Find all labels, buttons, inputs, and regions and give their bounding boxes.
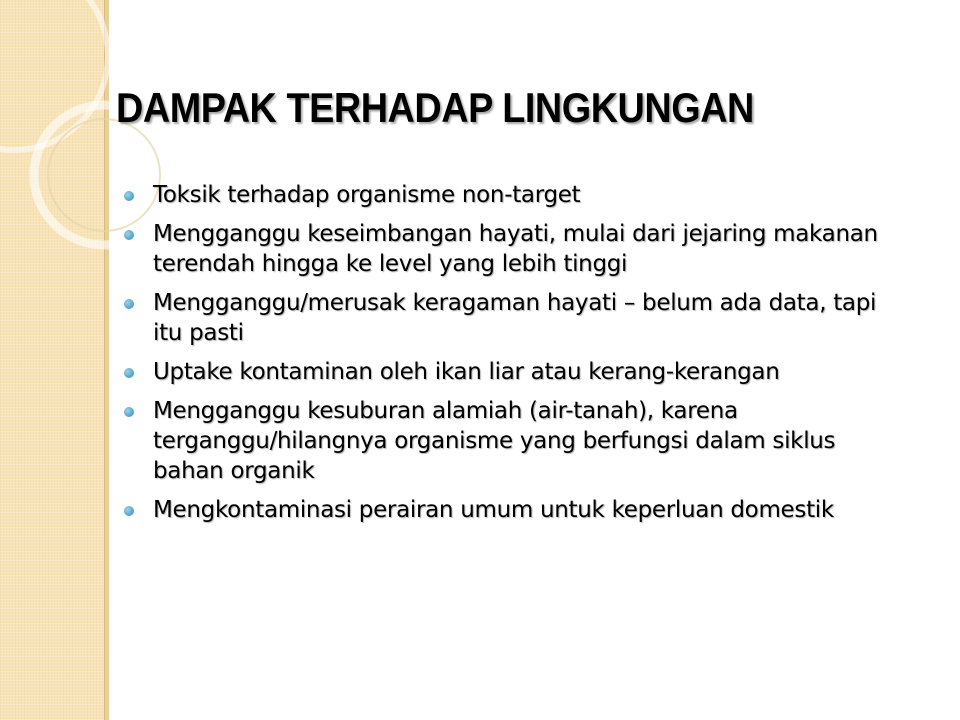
bullet-item	[120, 495, 880, 525]
side-band-edge	[104, 0, 109, 720]
circle-bullet-icon	[124, 407, 134, 417]
circle-bullet-icon	[124, 368, 134, 378]
circle-bullet-icon	[124, 191, 134, 201]
bullet-text: Mengganggu kesuburan alamiah (air-tanah), karena terganggu/hilangnya organisme yang berfungsi dalam siklus bahan organik	[153, 398, 836, 484]
bullet-item	[120, 288, 880, 348]
bullet-item	[120, 180, 880, 210]
slide-title: DAMPAK TERHADAP LINGKUNGAN	[116, 84, 754, 131]
side-band	[0, 0, 104, 720]
bullet-item	[120, 219, 880, 279]
circle-bullet-icon	[124, 230, 134, 240]
bullet-item	[120, 396, 880, 486]
bullet-list	[120, 180, 880, 534]
bullet-text: Mengkontaminasi perairan umum untuk keperluan domestik	[153, 497, 834, 523]
circle-bullet-icon	[124, 506, 134, 516]
bullet-text: Toksik terhadap organisme non-target	[153, 182, 581, 208]
bullet-text: Mengganggu/merusak keragaman hayati – belum ada data, tapi itu pasti	[153, 290, 877, 346]
bullet-text: Uptake kontaminan oleh ikan liar atau kerang-kerangan	[153, 359, 780, 385]
circle-bullet-icon	[124, 299, 134, 309]
bullet-text: Mengganggu keseimbangan hayati, mulai dari jejaring makanan terendah hingga ke level yang lebih tinggi	[153, 221, 878, 277]
bullet-item	[120, 357, 880, 387]
